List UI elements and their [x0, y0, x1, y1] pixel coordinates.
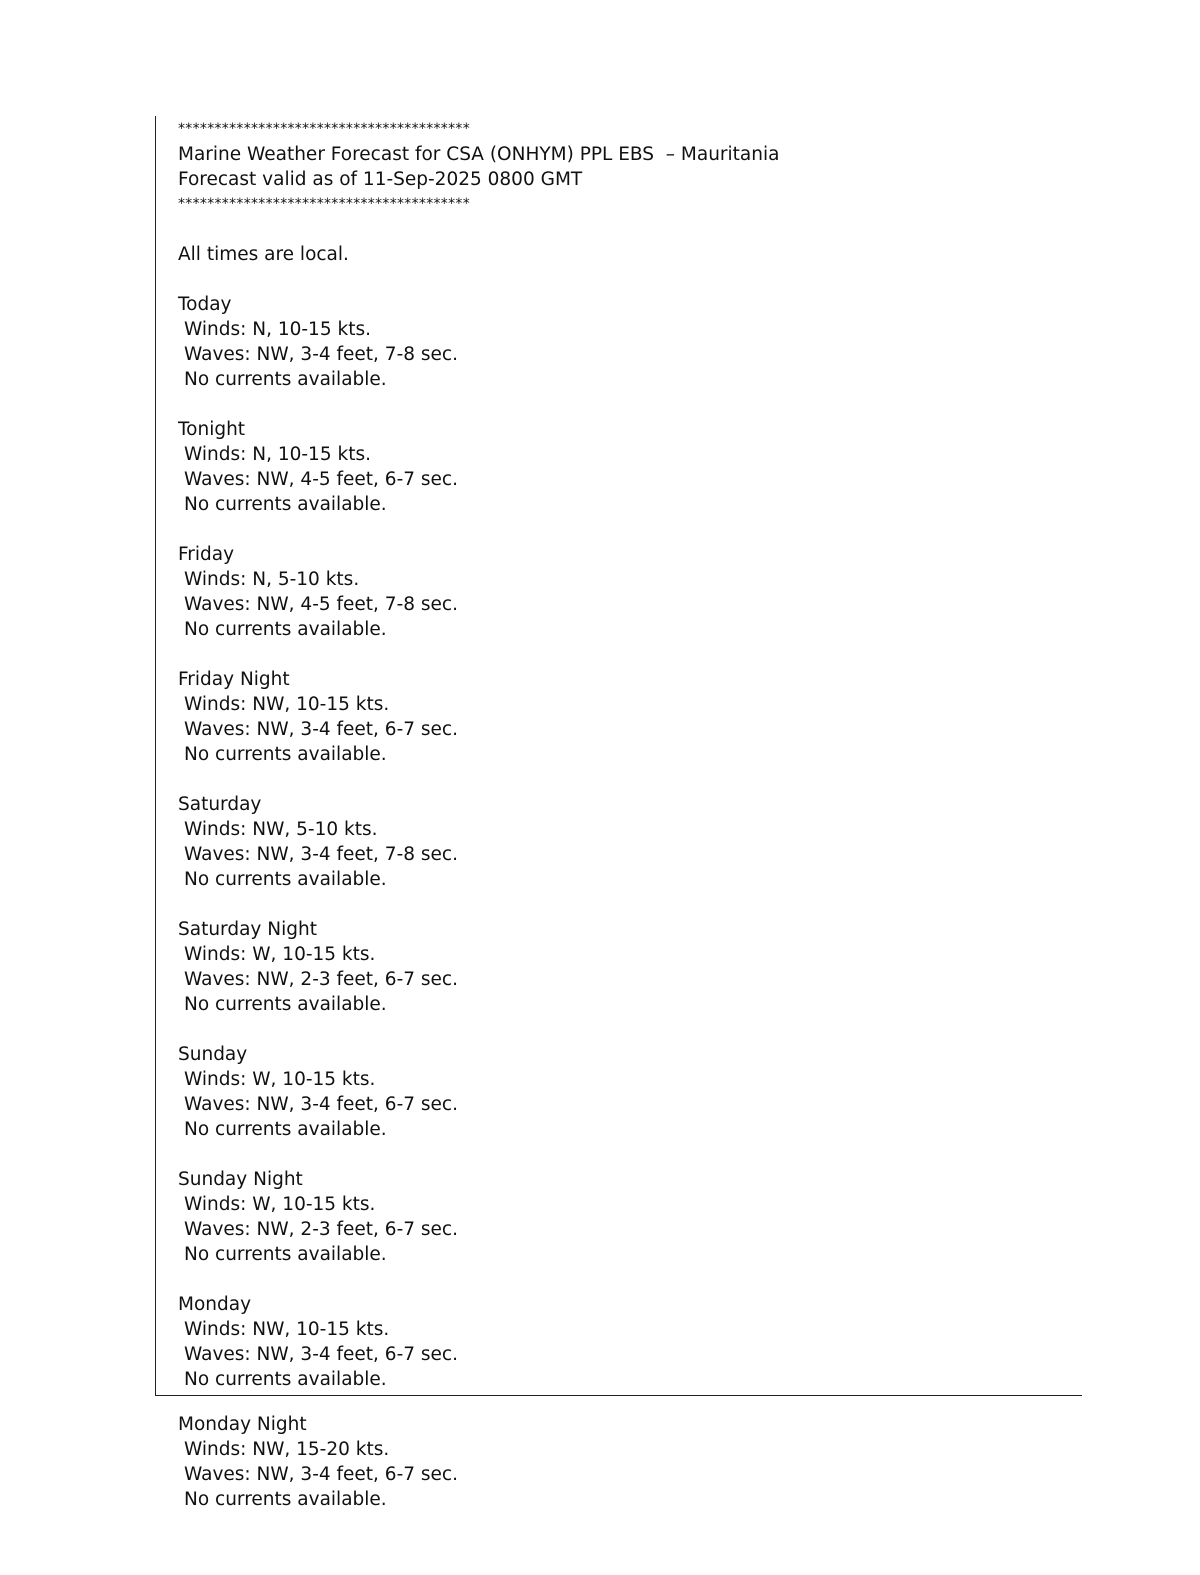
period-winds: Winds: W, 10-15 kts.	[184, 944, 376, 965]
period-currents: No currents available.	[184, 1119, 387, 1140]
period-friday-night	[178, 667, 1058, 767]
period-currents: No currents available.	[184, 619, 387, 640]
period-friday	[178, 542, 1058, 642]
period-currents: No currents available.	[184, 494, 387, 515]
period-winds: Winds: NW, 5-10 kts.	[184, 819, 378, 840]
period-name: Saturday	[178, 794, 262, 815]
period-currents: No currents available.	[184, 869, 387, 890]
period-tonight	[178, 417, 1058, 517]
period-waves: Waves: NW, 3-4 feet, 6-7 sec.	[184, 719, 458, 740]
period-name: Monday	[178, 1294, 252, 1315]
forecast-valid-time: Forecast valid as of 11-Sep-2025 0800 GMT	[178, 169, 583, 190]
period-winds: Winds: NW, 15-20 kts.	[184, 1439, 390, 1460]
period-name: Saturday Night	[178, 919, 317, 940]
period-name: Today	[178, 294, 232, 315]
period-sunday	[178, 1042, 1058, 1142]
header-stars-top: ****************************************	[178, 121, 470, 137]
period-winds: Winds: NW, 10-15 kts.	[184, 1319, 390, 1340]
forecast-continuation	[178, 1412, 1058, 1512]
period-name: Friday Night	[178, 669, 290, 690]
period-waves: Waves: NW, 3-4 feet, 6-7 sec.	[184, 1344, 458, 1365]
period-waves: Waves: NW, 3-4 feet, 7-8 sec.	[184, 344, 458, 365]
period-waves: Waves: NW, 2-3 feet, 6-7 sec.	[184, 969, 458, 990]
period-name: Friday	[178, 544, 235, 565]
period-winds: Winds: N, 10-15 kts.	[184, 319, 371, 340]
period-waves: Waves: NW, 4-5 feet, 6-7 sec.	[184, 469, 458, 490]
period-sunday-night	[178, 1167, 1058, 1267]
period-currents: No currents available.	[184, 1369, 387, 1390]
period-currents: No currents available.	[184, 994, 387, 1015]
period-saturday	[178, 792, 1058, 892]
period-name: Sunday Night	[178, 1169, 303, 1190]
forecast-body	[178, 117, 1058, 1392]
period-winds: Winds: N, 10-15 kts.	[184, 444, 371, 465]
period-today	[178, 292, 1058, 392]
period-currents: No currents available.	[184, 744, 387, 765]
period-currents: No currents available.	[184, 1244, 387, 1265]
period-saturday-night	[178, 917, 1058, 1017]
period-winds: Winds: W, 10-15 kts.	[184, 1069, 376, 1090]
header-stars-bottom: ****************************************	[178, 196, 470, 212]
period-name: Monday Night	[178, 1414, 307, 1435]
period-waves: Waves: NW, 4-5 feet, 7-8 sec.	[184, 594, 458, 615]
frame-left-border	[155, 116, 156, 1396]
period-currents: No currents available.	[184, 1489, 387, 1510]
frame-bottom-border	[155, 1395, 1082, 1396]
period-waves: Waves: NW, 2-3 feet, 6-7 sec.	[184, 1219, 458, 1240]
times-note: All times are local.	[178, 244, 349, 265]
period-waves: Waves: NW, 3-4 feet, 7-8 sec.	[184, 844, 458, 865]
period-waves: Waves: NW, 3-4 feet, 6-7 sec.	[184, 1094, 458, 1115]
period-name: Tonight	[178, 419, 246, 440]
period-monday-night	[178, 1412, 1058, 1512]
period-name: Sunday	[178, 1044, 248, 1065]
forecast-title: Marine Weather Forecast for CSA (ONHYM) PPL EBS – Mauritania	[178, 144, 780, 165]
period-currents: No currents available.	[184, 369, 387, 390]
period-winds: Winds: N, 5-10 kts.	[184, 569, 360, 590]
period-winds: Winds: W, 10-15 kts.	[184, 1194, 376, 1215]
period-winds: Winds: NW, 10-15 kts.	[184, 694, 390, 715]
period-monday	[178, 1292, 1058, 1392]
period-waves: Waves: NW, 3-4 feet, 6-7 sec.	[184, 1464, 458, 1485]
